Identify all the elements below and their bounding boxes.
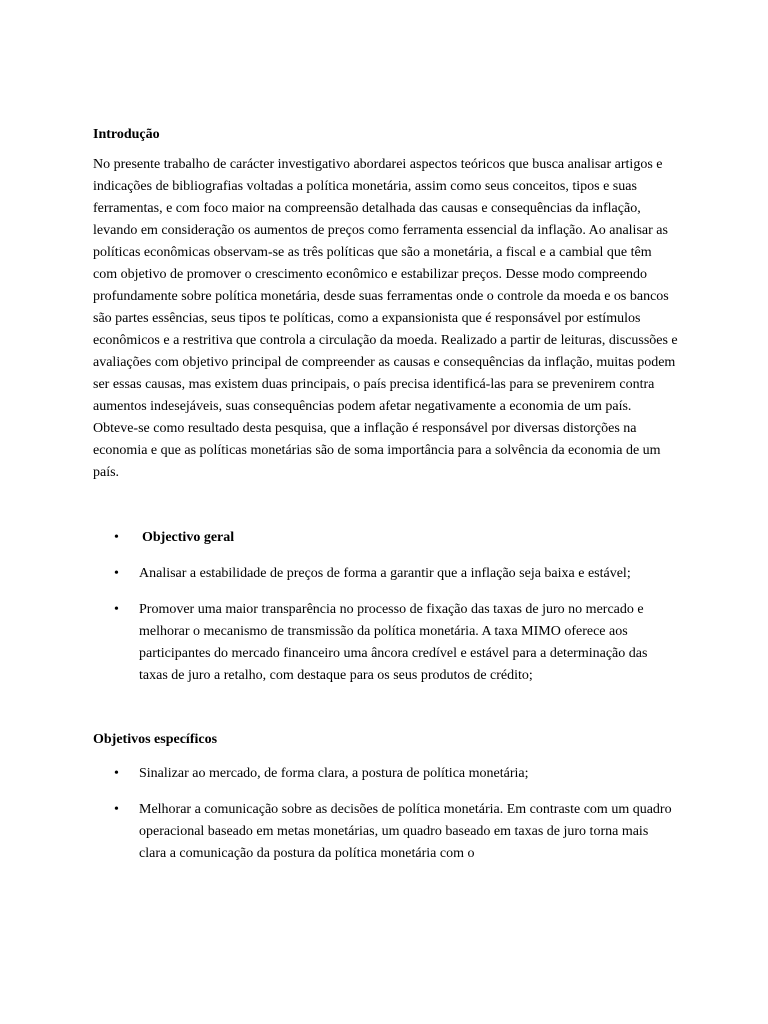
general-objective-list <box>93 527 678 687</box>
specific-objective-item-text: Sinalizar ao mercado, de forma clara, a postura de política monetária; <box>139 766 529 781</box>
general-objective-item <box>93 599 678 687</box>
general-objective-item-text: Promover uma maior transparência no processo de fixação das taxas de juro no mercado e melhorar o mecanismo de transmissão da política monetária. A taxa MIMO oferece aos participantes do mercado financeiro uma âncora credível e estável para a determinação das taxas de juro a retalho, com destaque para os seus produtos de crédito; <box>139 602 648 683</box>
specific-objective-item <box>93 763 678 785</box>
specific-objectives-list <box>93 763 678 865</box>
bullet-icon: • <box>114 530 119 545</box>
bullet-icon: • <box>114 766 119 781</box>
bullet-icon: • <box>114 602 119 617</box>
bullet-icon: • <box>114 802 119 817</box>
specific-objective-item <box>93 799 678 865</box>
specific-objective-item-text: Melhorar a comunicação sobre as decisões de política monetária. Em contraste com um quadro operacional baseado em metas monetárias, um quadro baseado em taxas de juro torna mais clara a comunicação da postura da política monetária com o <box>139 802 672 861</box>
general-objective-section <box>93 527 678 687</box>
specific-objectives-heading: Objetivos específicos <box>93 732 218 747</box>
general-objective-item-text: Analisar a estabilidade de preços de forma a garantir que a inflação seja baixa e estável; <box>139 566 631 581</box>
general-objective-heading: Objectivo geral <box>142 530 235 545</box>
introduction-heading: Introdução <box>93 127 160 142</box>
introduction-section <box>93 124 678 484</box>
general-objective-item <box>93 563 678 585</box>
introduction-paragraph: No presente trabalho de carácter investigativo abordarei aspectos teóricos que busca analisar artigos e indicações de bibliografias voltadas a política monetária, assim como seus conceitos, tipos e suas ferramentas, e com foco maior na compreensão detalhada das causas e consequências da inflação, levando em consideração os aumentos de preços como ferramenta essencial da inflação. Ao analisar as políticas econômicas observam-se as três políticas que são a monetária, a fiscal e a cambial que têm com objetivo de promover o crescimento econômico e estabilizar preços. Desse modo compreendo profundamente sobre política monetária, desde suas ferramentas onde o controle da moeda e os bancos são partes essências, seus tipos te políticas, como a expansionista que é responsável por estímulos econômicos e a restritiva que controla a circulação da moeda. Realizado a partir de leituras, discussões e avaliações com objetivo principal de compreender as causas e consequências da inflação, muitas podem ser essas causas, mas existem duas principais, o país precisa identificá-las para se prevenirem contra aumentos indesejáveis, suas consequências podem afetar negativamente a economia de um país. Obteve-se como resultado desta pesquisa, que a inflação é responsável por diversas distorções na economia e que as políticas monetárias são de soma importância para a solvência da economia de um país. <box>93 157 678 480</box>
general-objective-heading-item <box>93 527 678 549</box>
bullet-icon: • <box>114 566 119 581</box>
document-page <box>93 124 678 865</box>
specific-objectives-section <box>93 729 678 865</box>
